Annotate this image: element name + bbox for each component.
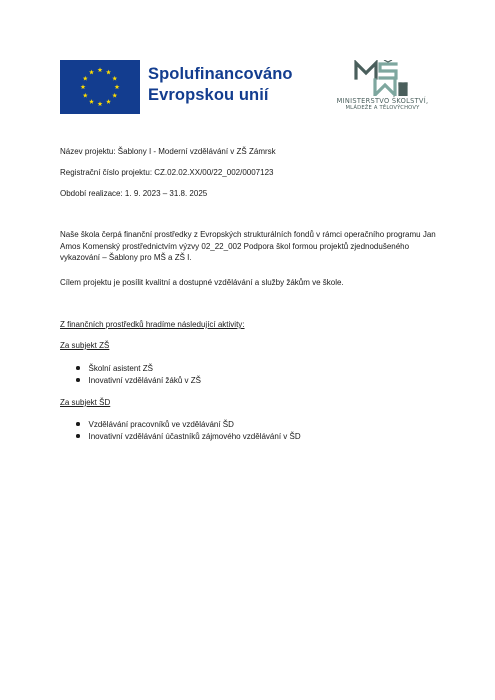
eu-line1: Spolufinancováno (148, 65, 293, 83)
msmt-line1: MINISTERSTVO ŠKOLSTVÍ, (336, 97, 429, 105)
list-item-text: Inovativní vzdělávání účastníků zájmového vzdělávání v ŠD (88, 432, 301, 441)
bullet-icon (76, 378, 80, 382)
project-name: Název projektu: Šablony I - Moderní vzdělávání v ZŠ Zámrsk (60, 147, 276, 156)
goal-paragraph: Cílem projektu je posílit kvalitní a dostupné vzdělávání a služby žákům ve škole. (60, 278, 344, 287)
msmt-logo (320, 60, 445, 115)
activities-heading: Z finančních prostředků hradíme následující aktivity: (60, 320, 245, 329)
list-item (76, 419, 234, 430)
bullet-icon (76, 422, 80, 426)
msmt-line2: MLÁDEŽE A TĚLOVÝCHOVY (345, 105, 420, 111)
header-logos (60, 60, 440, 115)
zs-subject-heading: Za subjekt ZŠ (60, 341, 110, 350)
list-item (76, 363, 153, 374)
project-period: Období realizace: 1. 9. 2023 – 31.8. 2025 (60, 189, 208, 198)
list-item-text: Inovativní vzdělávání žáků v ZŠ (88, 376, 201, 385)
list-item-text: Vzdělávání pracovníků ve vzdělávání ŠD (88, 420, 234, 429)
bullet-icon (76, 434, 80, 438)
eu-line2: Evropskou unií (148, 86, 269, 104)
intro-paragraph: Naše škola čerpá finanční prostředky z Evropských strukturálních fondů v rámci operačního programu Jan Amos Komenský prostřednictvím výzvy 02_22_002 Podpora škol formou projektů zjednodušeného vykazování – Šablony pro MŠ a ZŠ I. (60, 230, 436, 262)
list-item-text: Školní asistent ZŠ (88, 364, 153, 373)
list-item (76, 431, 301, 442)
project-registration: Registrační číslo projektu: CZ.02.02.XX/00/22_002/0007123 (60, 168, 274, 177)
msmt-logo-icon (320, 60, 445, 96)
eu-cofunded-text (148, 64, 293, 106)
list-item (76, 375, 201, 386)
bullet-icon (76, 366, 80, 370)
eu-flag-icon (60, 60, 140, 114)
sd-subject-heading: Za subjekt ŠD (60, 398, 111, 407)
